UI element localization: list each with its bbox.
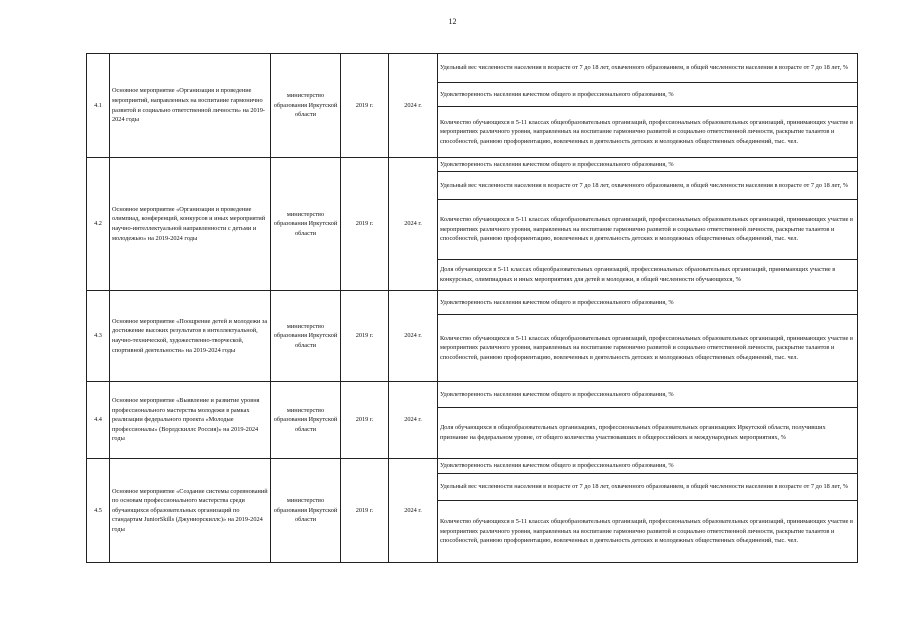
page-number: 12	[448, 17, 457, 26]
table-row	[87, 54, 858, 83]
activity-end-year: 2024 г.	[389, 158, 438, 291]
activity-start-year: 2019 г.	[341, 459, 389, 563]
activity-start-year: 2019 г.	[341, 54, 389, 158]
activity-name: Основное мероприятие «Организация и проведение олимпиад, конференций, конкурсов и иных мероприятий научно-интеллектуальной направленности с детьми и молодежью» на 2019-2024 годы	[110, 158, 271, 291]
activity-end-year: 2024 г.	[389, 54, 438, 158]
activity-executor: министерство образования Иркутской области	[271, 158, 341, 291]
indicator-text: Удовлетворенность населения качеством общего и профессионального образования, %	[438, 382, 858, 408]
activity-name: Основное мероприятие «Выявление и развитие уровня профессионального мастерства молодежи в рамках реализации федерального проекта «Молодые профессионалы» (Ворлдскиллс Россия)» на 2019-2024 годы	[110, 382, 271, 459]
activity-name: Основное мероприятие «Организация и проведение мероприятий, направленных на воспитание гармонично развитой и социально ответственной личности» на 2019-2024 годы	[110, 54, 271, 158]
table-row	[87, 382, 858, 408]
table-row	[87, 459, 858, 474]
activity-start-year: 2019 г.	[341, 158, 389, 291]
indicator-text: Количество обучающихся в 5-11 классах общеобразовательных организаций, профессиональных образовательных организаций, принимающих участие в мероприятиях различного уровня, направленных на воспитание гармонично развитой и социально ответственной личности, раскрытие талантов и способностей, раннюю профориентацию, вовлеченных в деятельность детских и молодежных общественных объединений, тыс. чел.	[438, 501, 858, 563]
indicator-text: Удельный вес численности населения в возрасте от 7 до 18 лет, охваченного образованием, в общей численности населения в возрасте от 7 до 18 лет, %	[438, 172, 858, 200]
activity-number: 4.3	[87, 291, 110, 382]
activity-number: 4.4	[87, 382, 110, 459]
activity-number: 4.1	[87, 54, 110, 158]
table-row	[87, 158, 858, 172]
indicator-text: Удельный вес численности населения в возрасте от 7 до 18 лет, охваченного образованием, в общей численности населения в возрасте от 7 до 18 лет, %	[438, 54, 858, 83]
activity-end-year: 2024 г.	[389, 291, 438, 382]
indicator-text: Количество обучающихся в 5-11 классах общеобразовательных организаций, профессиональных образовательных организаций, принимающих участие в мероприятиях различного уровня, направленных на воспитание гармонично развитой и социально ответственной личности, раскрытие талантов и способностей, раннюю профориентацию, вовлеченных в деятельность детских и молодежных общественных объединений, тыс. чел.	[438, 315, 858, 382]
activity-executor: министерство образования Иркутской области	[271, 291, 341, 382]
table-row	[87, 291, 858, 315]
activities-table	[86, 53, 858, 563]
activity-end-year: 2024 г.	[389, 459, 438, 563]
indicator-text: Удовлетворенность населения качеством общего и профессионального образования, %	[438, 158, 858, 172]
activity-name: Основное мероприятие «Создание системы соревнований по основам профессионального мастерства среди обучающихся образовательных организаций по стандартам JuniorSkills (Джуниорскиллс)» на 2019-2024 годы	[110, 459, 271, 563]
activity-executor: министерство образования Иркутской области	[271, 382, 341, 459]
activity-executor: министерство образования Иркутской области	[271, 54, 341, 158]
activity-number: 4.5	[87, 459, 110, 563]
indicator-text: Удельный вес численности населения в возрасте от 7 до 18 лет, охваченного образованием, в общей численности населения в возрасте от 7 до 18 лет, %	[438, 474, 858, 501]
activity-number: 4.2	[87, 158, 110, 291]
activity-start-year: 2019 г.	[341, 291, 389, 382]
indicator-text: Доля обучающихся в 5-11 классах общеобразовательных организаций, профессиональных образовательных организаций, принимающих участие в конкурсных, олимпиадных и иных мероприятиях для детей и молодежи, в общей численности обучающихся, %	[438, 260, 858, 291]
indicator-text: Удовлетворенность населения качеством общего и профессионального образования, %	[438, 459, 858, 474]
indicator-text: Количество обучающихся в 5-11 классах общеобразовательных организаций, профессиональных образовательных организаций, принимающих участие в мероприятиях различного уровня, направленных на воспитание гармонично развитой и социально ответственной личности, раскрытие талантов и способностей, раннюю профориентацию, вовлеченных в деятельность детских и молодежных общественных объединений, тыс. чел.	[438, 200, 858, 260]
activity-name: Основное мероприятие «Поощрение детей и молодежи за достижение высоких результатов в интеллектуальной, научно-технической, художественно-творческой, спортивной деятельности» на 2019-2024 годы	[110, 291, 271, 382]
indicator-text: Удовлетворенность населения качеством общего и профессионального образования, %	[438, 291, 858, 315]
indicator-text: Количество обучающихся в 5-11 классах общеобразовательных организаций, профессиональных образовательных организаций, принимающих участие в мероприятиях различного уровня, направленных на воспитание гармонично развитой и социально ответственной личности, раскрытие талантов и способностей, раннюю профориентацию, вовлеченных в деятельность детских и молодежных общественных объединений, тыс. чел.	[438, 107, 858, 158]
activity-start-year: 2019 г.	[341, 382, 389, 459]
indicator-text: Доля обучающихся в общеобразовательных организациях, профессиональных образовательных организациях Иркутской области, получивших признание на федеральном уровне, от общего количества участвовавших в общероссийских и международных мероприятиях, %	[438, 408, 858, 459]
activity-end-year: 2024 г.	[389, 382, 438, 459]
indicator-text: Удовлетворенность населения качеством общего и профессионального образования, %	[438, 83, 858, 107]
activity-executor: министерство образования Иркутской области	[271, 459, 341, 563]
